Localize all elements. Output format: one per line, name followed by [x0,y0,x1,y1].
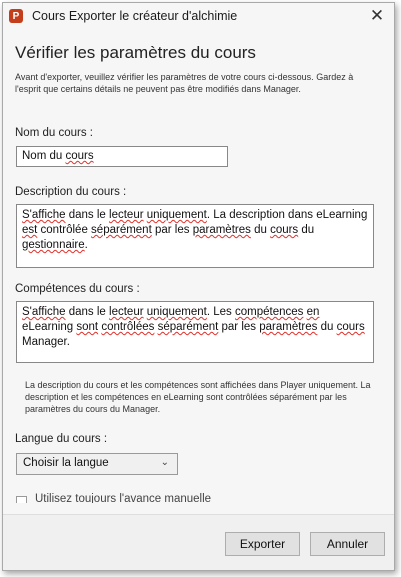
desc-seg: paramètres [192,224,251,236]
info-note: La description du cours et les compétences sont affichées dans Player uniquement. La description et les compétences en eLearning sont contrôlées séparément par les paramètres du cours du Manager. [25,380,371,414]
skills-seg: par les [218,321,260,333]
skills-seg: . Les [206,306,236,318]
desc-seg: par les [151,224,193,236]
export-dialog [2,2,395,571]
desc-seg: S'affiche [22,209,66,221]
title-bar [3,3,394,29]
skills-seg: lecteur [109,306,144,318]
desc-seg: cours [270,224,299,236]
manual-advance-label: Utilisez toujours l'avance manuelle [35,493,212,503]
language-selected-value: Choisir la langue [23,457,109,469]
description-textarea[interactable] [16,204,374,268]
description-label: Description du cours : [15,186,127,198]
cancel-button[interactable]: Annuler [310,532,385,556]
skills-seg: paramètres [259,321,318,333]
skills-seg: séparément [157,321,219,333]
skills-seg: uniquement [146,306,207,318]
desc-seg: du [298,224,315,236]
chevron-down-icon: ⌄ [160,457,169,468]
intro-text: Avant d'exporter, veuillez vérifier les paramètres de votre cours ci-dessous. Gardez à l'esprit que certains détails ne peuvent pas être modifiés dans Manager. [15,72,354,94]
desc-seg: gestionnaire [22,239,85,251]
desc-seg: est [22,224,38,236]
desc-seg: du [250,224,271,236]
desc-seg: . La description dans eLearning [206,209,368,221]
skills-seg: Manager. [22,336,70,348]
desc-seg: dans le [65,209,110,221]
skills-seg: cours [336,321,365,333]
close-button[interactable]: ✕ [369,6,385,25]
desc-seg: lecteur [109,209,144,221]
manual-advance-row[interactable] [16,493,211,503]
manual-advance-checkbox[interactable] [16,496,27,503]
language-select[interactable] [16,453,178,475]
skills-label: Compétences du cours : [15,283,140,295]
powerpoint-icon: P [9,9,23,23]
skills-seg: sont [76,321,99,333]
course-name-input[interactable] [16,146,228,167]
skills-seg: compétences [235,306,304,318]
window-title: Cours Exporter le créateur d'alchimie [32,9,238,23]
course-name-value-2: cours [65,150,94,162]
skills-seg: du [317,321,337,333]
course-name-value-1: Nom du [22,150,66,162]
skills-seg: en [306,306,320,318]
page-heading: Vérifier les paramètres du cours [15,43,256,62]
skills-textarea[interactable] [16,301,374,363]
dialog-footer [3,514,394,570]
skills-seg: contrôlées [101,321,155,333]
export-button[interactable]: Exporter [225,532,300,556]
desc-seg: contrôlée [37,224,92,236]
skills-seg: eLearning [22,321,77,333]
skills-seg: dans le [65,306,110,318]
skills-seg: S'affiche [22,306,66,318]
desc-seg: uniquement [146,209,207,221]
desc-seg: séparément [91,224,152,236]
language-label: Langue du cours : [15,433,108,445]
desc-seg: . [84,239,88,251]
course-name-label: Nom du cours : [15,127,93,139]
